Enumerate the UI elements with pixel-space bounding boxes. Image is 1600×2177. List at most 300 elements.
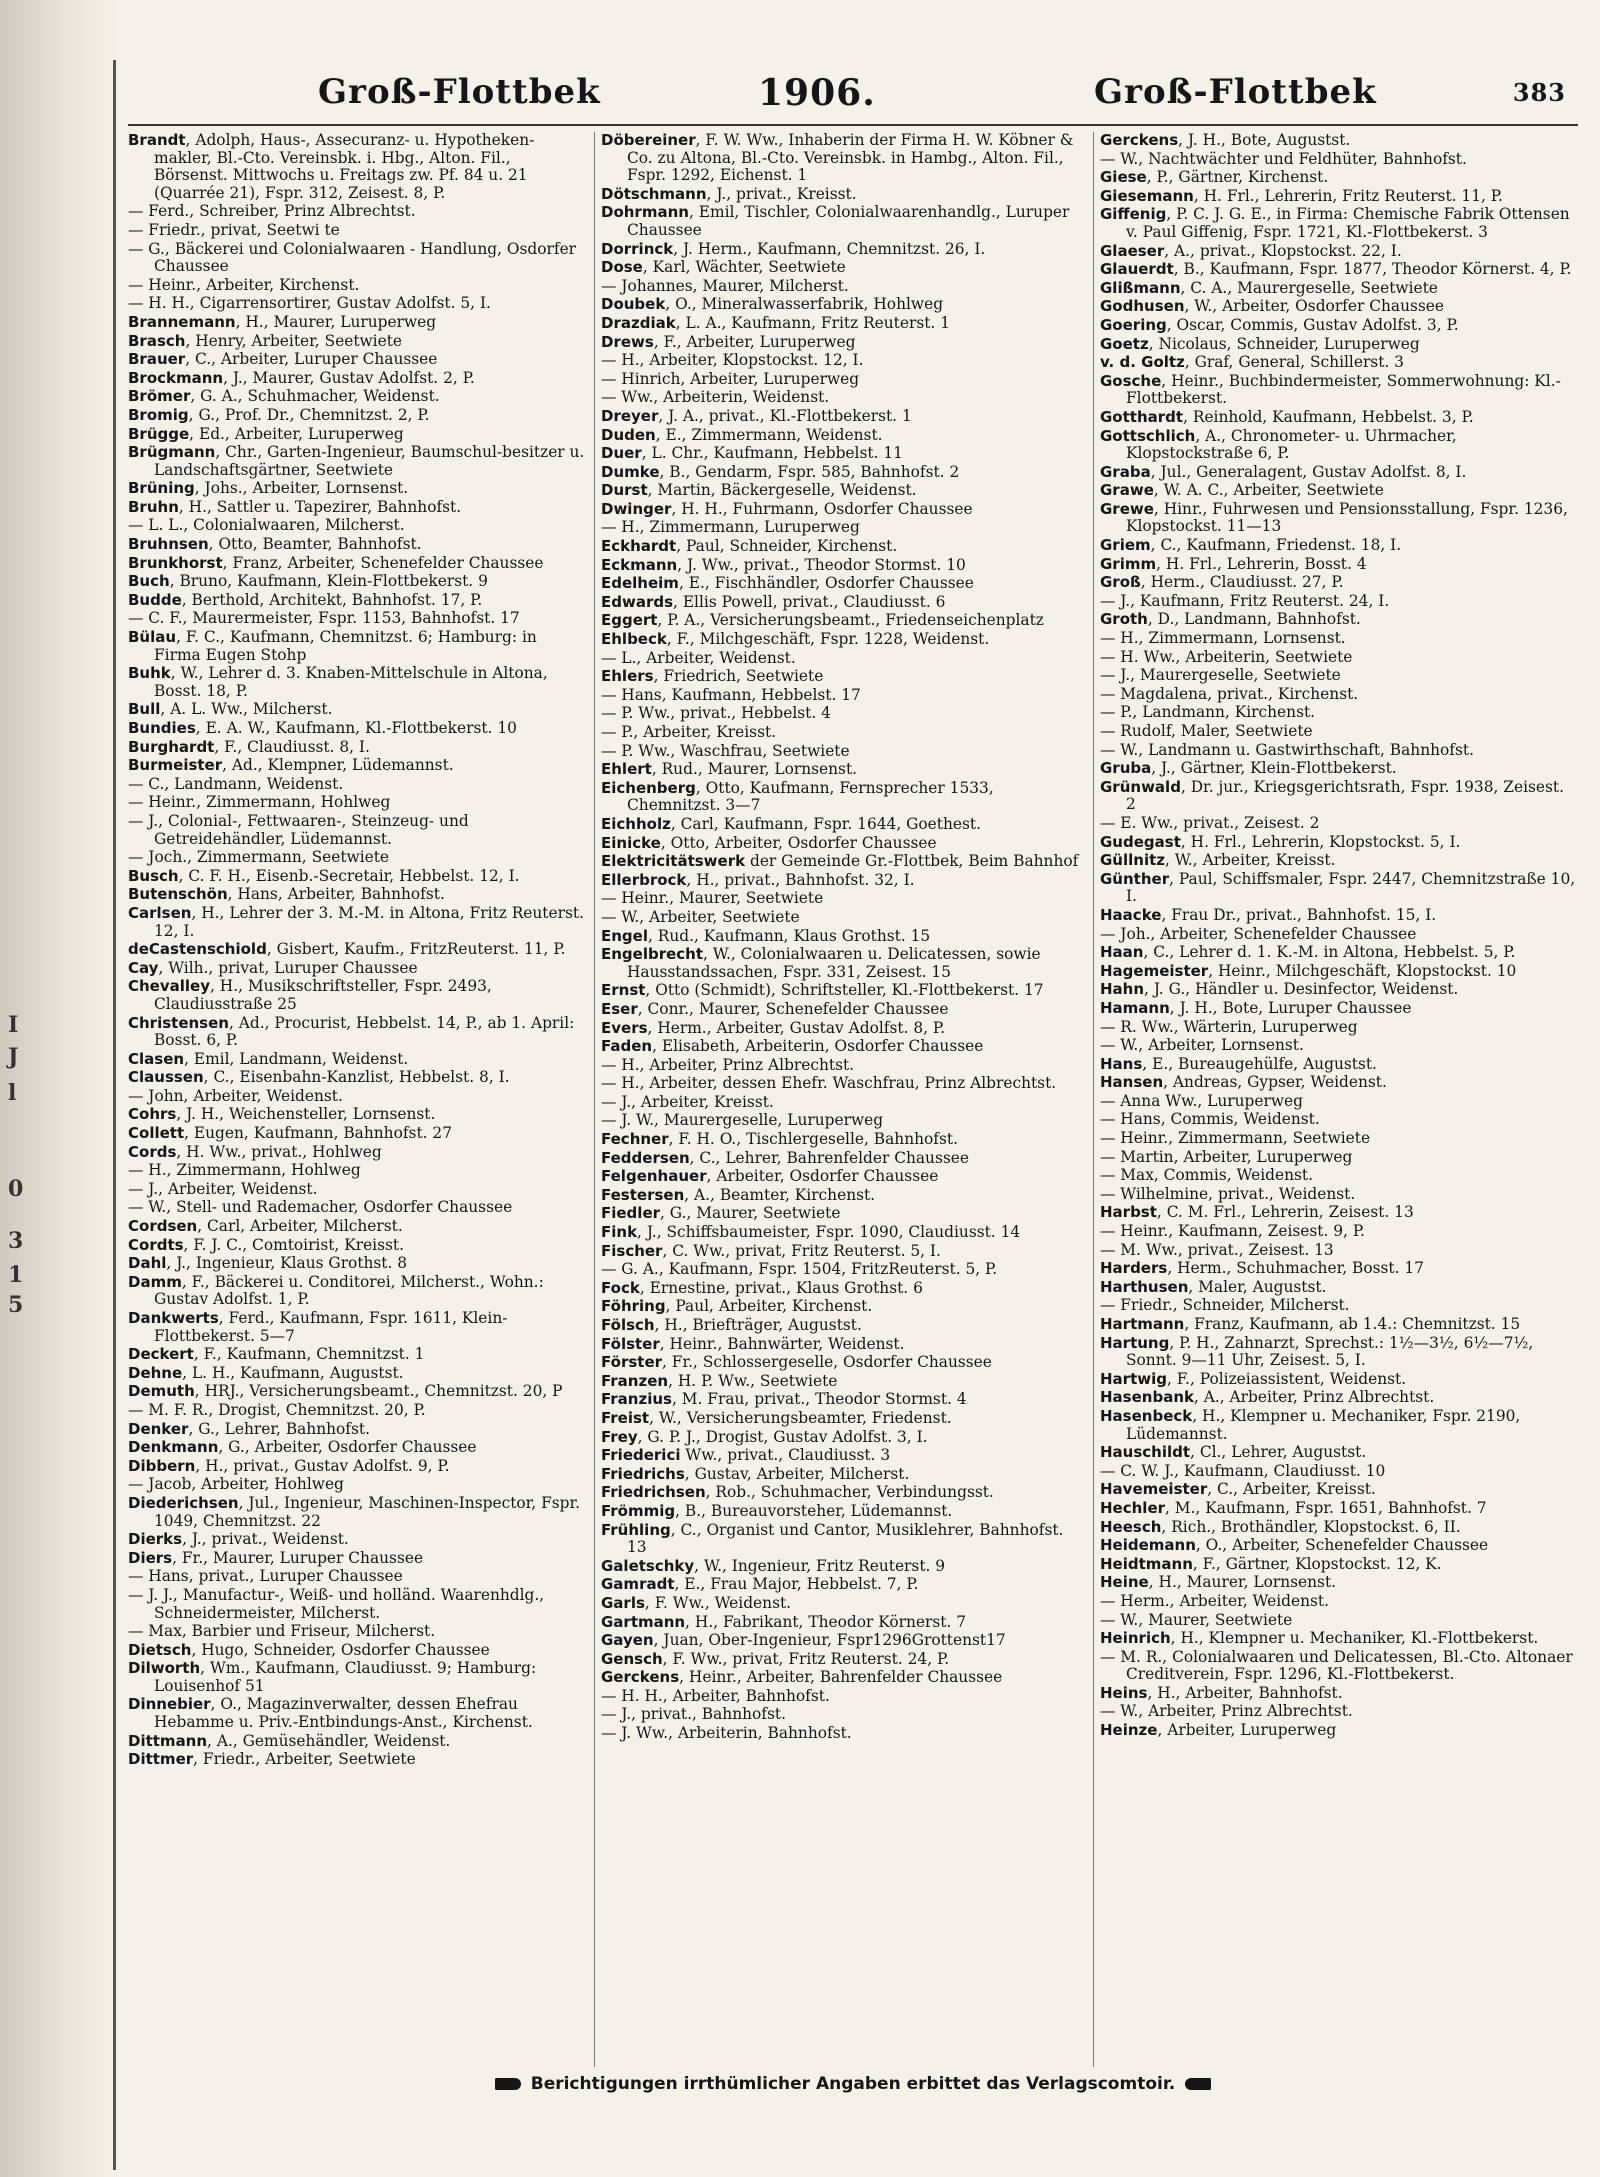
entry-details: , F., Arbeiter, Luruperweg	[653, 332, 856, 351]
entry-surname: Haan	[1100, 943, 1144, 962]
entry-surname: Brömer	[128, 387, 191, 406]
directory-entry	[601, 909, 1087, 927]
entry-details: , Hinr., Fuhrwesen und Pensionsstallung, Fspr. 1236, Klopstockst. 11—13	[1126, 499, 1568, 536]
directory-entry	[1100, 1612, 1578, 1630]
entry-details: — J., Arbeiter, Weidenst.	[128, 1179, 318, 1198]
entry-details: , F. C., Kaufmann, Chemnitzst. 6; Hamburg: in Firma Eugen Stohp	[154, 628, 537, 664]
entry-surname: Dohrmann	[601, 203, 689, 222]
entry-surname: Diers	[128, 1548, 173, 1567]
entry-details: — Martin, Arbeiter, Luruperweg	[1100, 1147, 1353, 1166]
entry-details: — Heinr., Kaufmann, Zeisest. 9, P.	[1100, 1222, 1365, 1241]
entry-details: , H. Ww., privat., Hohlweg	[176, 1142, 382, 1161]
directory-entry	[128, 1550, 588, 1568]
entry-details: , C., Kaufmann, Friedenst. 18, I.	[1150, 536, 1402, 555]
entry-details: , Bruno, Kaufmann, Klein-Flottbekerst. 9	[169, 572, 488, 591]
entry-details: — Wilhelmine, privat., Weidenst.	[1100, 1184, 1356, 1203]
entry-surname: Burghardt	[128, 737, 215, 756]
entry-details: , Otto, Kaufmann, Fernsprecher 1533, Chemnitzst. 3—7	[627, 778, 994, 815]
directory-entry	[128, 868, 588, 886]
entry-details: , J. H., Weichensteller, Lornsenst.	[176, 1105, 436, 1124]
directory-entry	[1100, 132, 1578, 150]
entry-details: , P. H., Zahnarzt, Sprechst.: 1½—3½, 6½—7½, Sonnt. 9—11 Uhr, Zeisest. 5, I.	[1126, 1333, 1534, 1370]
entry-surname: Bundies	[128, 719, 196, 737]
entry-surname: Godhusen	[1100, 297, 1185, 316]
directory-entry	[1100, 1019, 1578, 1037]
directory-entry	[601, 816, 1087, 834]
directory-entry	[1100, 1593, 1578, 1611]
entry-surname: Brannemann	[128, 312, 236, 331]
entry-surname: Dittmann	[128, 1731, 208, 1750]
directory-entry	[1100, 1223, 1578, 1241]
directory-entry	[601, 1595, 1087, 1613]
entry-details: , C., Arbeiter, Kreisst.	[1207, 1480, 1376, 1499]
directory-entry	[128, 1696, 588, 1731]
entry-details: , W., Ingenieur, Fritz Reuterst. 9	[694, 1556, 946, 1575]
entry-surname: Grimm	[1100, 554, 1157, 573]
entry-details: , F., Claudiusst. 8, I.	[214, 737, 370, 756]
entry-details: , Ferd., Kaufmann, Fspr. 1611, Klein-Flottbekerst. 5—7	[154, 1309, 508, 1345]
entry-surname: Brüning	[128, 479, 195, 498]
directory-entry	[128, 757, 588, 775]
entry-surname: Hagemeister	[1100, 961, 1209, 980]
entry-details: , Berthold, Architekt, Bahnhofst. 17, P.	[181, 590, 483, 609]
directory-entry	[1100, 1444, 1578, 1462]
directory-entry	[601, 780, 1087, 815]
entry-details: , E., Frau Major, Hebbelst. 7, P.	[674, 1575, 919, 1594]
entry-details: , F., Kaufmann, Chemnitzst. 1	[193, 1345, 425, 1364]
directory-entry	[1100, 649, 1578, 667]
directory-entry	[601, 1466, 1087, 1484]
entry-details: , A. L. Ww., Milcherst.	[160, 700, 333, 719]
entry-details: — J., Colonial-, Fettwaaren-, Steinzeug- und Getreidehändler, Lüdemannst.	[128, 811, 469, 848]
directory-entry	[1100, 1093, 1578, 1111]
entry-details: — Max, Commis, Weidenst.	[1100, 1166, 1313, 1185]
directory-entry	[1100, 667, 1578, 685]
entry-details: , H. H., Fuhrmann, Osdorfer Chaussee	[671, 499, 973, 518]
entry-details: , W., Arbeiter, Osdorfer Chaussee	[1184, 297, 1445, 316]
entry-details: , Andreas, Gypser, Weidenst.	[1163, 1073, 1387, 1092]
directory-entry	[128, 277, 588, 295]
entry-details: , B., Gendarm, Fspr. 585, Bahnhofst. 2	[659, 462, 960, 481]
column-1	[128, 132, 588, 2067]
entry-details: , G., Prof. Dr., Chemnitzst. 2, P.	[188, 405, 430, 424]
entry-details: — Hans, Kaufmann, Hebbelst. 17	[601, 685, 861, 704]
column-3	[1100, 132, 1578, 2067]
entry-surname: Franzen	[601, 1371, 669, 1390]
entry-surname: Edelheim	[601, 574, 679, 593]
entry-details: , Rich., Brothändler, Klopstockst. 6, II.	[1161, 1517, 1461, 1536]
entry-details: , A., Arbeiter, Prinz Albrechtst.	[1193, 1388, 1435, 1407]
entry-details: , Jul., Generalagent, Gustav Adolfst. 8, I.	[1150, 462, 1467, 481]
entry-surname: Ernst	[601, 981, 646, 1000]
entry-surname: Dwinger	[601, 499, 672, 518]
entry-surname: Giese	[1100, 168, 1147, 187]
entry-details: , A., Beamter, Kirchenst.	[684, 1185, 876, 1204]
entry-details: — Herm., Arbeiter, Weidenst.	[1100, 1591, 1329, 1610]
directory-entry	[601, 650, 1087, 668]
entry-details: , D., Landmann, Bahnhofst.	[1147, 610, 1361, 629]
entry-details: , P., Gärtner, Kirchenst.	[1146, 168, 1329, 187]
entry-details: , J., Schiffsbaumeister, Fspr. 1090, Claudiusst. 14	[637, 1223, 1021, 1242]
entry-details: , Juan, Ober-Ingenieur, Fspr1296Grottenst17	[653, 1631, 1006, 1650]
margin-mark: l	[8, 1080, 17, 1106]
directory-entry	[1100, 981, 1578, 999]
entry-surname: Brügge	[128, 424, 190, 443]
gutter-fold-line	[113, 60, 116, 2170]
entry-details: , Paul, Schiffsmaler, Fspr. 2447, Chemnitzstraße 10, I.	[1126, 869, 1576, 906]
directory-entry	[1100, 1242, 1578, 1260]
entry-details: , H. Frl., Lehrerin, Klopstockst. 5, I.	[1180, 832, 1461, 851]
entry-surname: Friedrichsen	[601, 1483, 706, 1502]
entry-surname: Garls	[601, 1593, 645, 1612]
directory-entry	[1100, 742, 1578, 760]
column-divider	[594, 132, 595, 2067]
directory-entry	[601, 946, 1087, 981]
entry-details: — Joch., Zimmermann, Seetwiete	[128, 848, 390, 867]
entry-details: — Johannes, Maurer, Milcherst.	[601, 276, 849, 295]
directory-columns	[128, 132, 1578, 2067]
entry-details: , J. A., privat., Kl.-Flottbekerst. 1	[658, 406, 912, 425]
entry-surname: Heine	[1100, 1573, 1149, 1592]
directory-entry	[128, 776, 588, 794]
directory-entry	[601, 1020, 1087, 1038]
entry-surname: Bromig	[128, 405, 189, 424]
directory-entry	[128, 444, 588, 479]
entry-surname: Günther	[1100, 869, 1170, 888]
entry-details: , Arbeiter, Luruperweg	[1157, 1721, 1337, 1740]
entry-details: , H., Klempner u. Mechaniker, Fspr. 2190, Lüdemannst.	[1126, 1406, 1521, 1443]
entry-details: , H. Frl., Lehrerin, Fritz Reuterst. 11, P.	[1193, 186, 1503, 205]
directory-entry	[1100, 852, 1578, 870]
directory-entry	[1100, 1703, 1578, 1721]
page-footer	[128, 2074, 1578, 2104]
directory-entry	[601, 1150, 1087, 1168]
entry-details: — H., Arbeiter, Klopstockst. 12, I.	[601, 351, 864, 370]
entry-surname: Dose	[601, 258, 643, 277]
directory-entry	[601, 296, 1087, 314]
directory-entry	[601, 315, 1087, 333]
entry-surname: Galetschky	[601, 1556, 695, 1575]
entry-surname: Graba	[1100, 462, 1151, 481]
entry-surname: Giesemann	[1100, 186, 1194, 205]
directory-entry	[601, 1075, 1087, 1093]
entry-details: , Conr., Maurer, Schenefelder Chaussee	[637, 999, 949, 1018]
entry-details: , F. W. Ww., Inhaberin der Firma H. W. Köbner & Co. zu Altona, Bl.-Cto. Vereinsbk. in Hambg., Alton. Fil., Fspr. 1292, Eichenst. 1	[627, 132, 1074, 185]
entry-surname: Glißmann	[1100, 278, 1181, 297]
directory-entry	[601, 668, 1087, 686]
entry-details: , H., Briefträger, Augustst.	[654, 1316, 862, 1334]
entry-surname: Güllnitz	[1100, 851, 1165, 870]
entry-surname: Eichholz	[601, 814, 671, 833]
entry-surname: Hansen	[1100, 1073, 1164, 1092]
directory-entry	[1100, 280, 1578, 298]
entry-details: , Henry, Arbeiter, Seetwiete	[185, 331, 403, 350]
entry-surname: Dankwerts	[128, 1309, 219, 1327]
entry-details: , H., Lehrer der 3. M.-M. in Altona, Fritz Reuterst. 12, I.	[154, 903, 584, 940]
entry-surname: Groß	[1100, 573, 1141, 592]
directory-entry	[128, 592, 588, 610]
directory-entry	[601, 1131, 1087, 1149]
directory-entry	[601, 1001, 1087, 1019]
entry-details: — Rudolf, Maler, Seetwiete	[1100, 722, 1313, 740]
entry-surname: Elektricitätswerk	[601, 852, 746, 871]
entry-details: , C. Ww., privat, Fritz Reuterst. 5, I.	[662, 1241, 941, 1260]
entry-details: , G., Lehrer, Bahnhofst.	[188, 1419, 370, 1438]
entry-surname: Glaeser	[1100, 241, 1165, 260]
directory-entry	[1100, 1056, 1578, 1074]
entry-details: , O., Magazinverwalter, dessen Ehefrau Hebamme u. Priv.-Entbindungs-Anst., Kirchenst.	[154, 1695, 533, 1732]
entry-details: , C. M. Frl., Lehrerin, Zeisest. 13	[1156, 1203, 1414, 1222]
entry-surname: Duer	[601, 444, 642, 463]
entry-details: , J., Ingenieur, Klaus Grothst. 8	[166, 1254, 408, 1273]
directory-entry	[1100, 574, 1578, 592]
entry-details: , O., Mineralwasserfabrik, Hohlweg	[665, 295, 944, 314]
entry-surname: Grawe	[1100, 481, 1154, 500]
directory-entry	[601, 928, 1087, 946]
directory-entry	[601, 1298, 1087, 1316]
directory-entry	[601, 1057, 1087, 1075]
entry-details: , J. H., Bote, Augustst.	[1178, 132, 1351, 149]
directory-entry	[128, 388, 588, 406]
entry-details: , Carl, Arbeiter, Milcherst.	[197, 1217, 403, 1236]
directory-entry	[128, 665, 588, 700]
entry-details: — Heinr., Zimmermann, Seetwiete	[1100, 1129, 1371, 1148]
directory-entry	[601, 1706, 1087, 1724]
entry-details: — W., Maurer, Seetwiete	[1100, 1610, 1293, 1629]
entry-surname: Hartwig	[1100, 1369, 1167, 1388]
entry-details: , Oscar, Commis, Gustav Adolfst. 3, P.	[1166, 315, 1459, 334]
entry-surname: Doubek	[601, 295, 666, 314]
directory-entry	[128, 905, 588, 940]
entry-surname: Fiedler	[601, 1204, 661, 1223]
column-2	[601, 132, 1087, 2067]
entry-surname: Havemeister	[1100, 1480, 1208, 1499]
directory-entry	[128, 1255, 588, 1273]
entry-details: , Franz, Kaufmann, ab 1.4.: Chemnitzst. 15	[1184, 1315, 1521, 1333]
directory-entry	[128, 1069, 588, 1087]
entry-details: , Otto, Arbeiter, Osdorfer Chaussee	[660, 833, 937, 852]
directory-entry	[601, 743, 1087, 761]
entry-surname: Bruhn	[128, 497, 179, 516]
entry-details: — H., Zimmermann, Hohlweg	[128, 1161, 361, 1180]
directory-entry	[1100, 1037, 1578, 1055]
directory-entry	[601, 835, 1087, 853]
directory-entry	[601, 575, 1087, 593]
directory-entry	[601, 1168, 1087, 1186]
entry-details: — M. Ww., privat., Zeisest. 13	[1100, 1240, 1334, 1259]
directory-entry	[128, 222, 588, 240]
entry-surname: Frühling	[601, 1520, 671, 1539]
directory-entry	[1100, 482, 1578, 500]
entry-details: , J., privat., Weidenst.	[182, 1530, 349, 1549]
directory-entry	[1100, 298, 1578, 316]
entry-surname: Fink	[601, 1223, 638, 1242]
entry-details: , C., Lehrer, Bahrenfelder Chaussee	[689, 1148, 969, 1167]
directory-entry	[128, 295, 588, 313]
entry-details: , Frau Dr., privat., Bahnhofst. 15, I.	[1161, 905, 1437, 924]
entry-details: — L., Arbeiter, Weidenst.	[601, 648, 796, 667]
entry-details: , O., Arbeiter, Schenefelder Chaussee	[1195, 1536, 1489, 1555]
entry-details: , Paul, Arbeiter, Kirchenst.	[665, 1297, 873, 1316]
directory-entry	[1100, 1111, 1578, 1129]
directory-entry	[128, 573, 588, 591]
directory-entry	[1100, 501, 1578, 536]
directory-entry	[601, 705, 1087, 723]
entry-details: — L. L., Colonialwaaren, Milcherst.	[128, 516, 405, 535]
directory-entry	[128, 1051, 588, 1069]
directory-entry	[601, 186, 1087, 204]
entry-surname: Friederici	[601, 1446, 681, 1465]
entry-details: , Heinr., Bahnwärter, Weidenst.	[659, 1334, 905, 1353]
entry-surname: Cords	[128, 1142, 177, 1161]
entry-surname: Hahn	[1100, 980, 1145, 999]
directory-entry	[1100, 317, 1578, 335]
directory-entry	[128, 1531, 588, 1549]
directory-entry	[601, 259, 1087, 277]
entry-details: der Gemeinde Gr.-Flottbek, Beim Bahnhof	[745, 852, 1079, 871]
directory-entry	[128, 314, 588, 332]
entry-details: , H., Maurer, Lornsenst.	[1148, 1573, 1337, 1592]
entry-surname: Buch	[128, 572, 170, 591]
directory-entry	[128, 1751, 588, 1769]
directory-entry	[128, 517, 588, 535]
entry-surname: Denkmann	[128, 1438, 219, 1457]
entry-details: , F., Bäckerei u. Conditorei, Milcherst., Wohn.: Gustav Adolfst. 1, P.	[154, 1272, 544, 1309]
entry-surname: Heidemann	[1100, 1536, 1196, 1555]
entry-surname: Brasch	[128, 331, 186, 350]
entry-details: — C., Landmann, Weidenst.	[128, 774, 344, 793]
entry-details: , E., Fischhändler, Osdorfer Chaussee	[678, 574, 974, 593]
entry-surname: Cay	[128, 958, 159, 977]
directory-entry	[128, 960, 588, 978]
directory-entry	[128, 351, 588, 369]
entry-details: — J., Maurergeselle, Seetwiete	[1100, 666, 1341, 685]
entry-details: , A., Chronometer- u. Uhrmacher, Klopstockstraße 6, P.	[1126, 426, 1457, 463]
directory-entry	[128, 1568, 588, 1586]
entry-details: — Jacob, Arbeiter, Hohlweg	[128, 1475, 344, 1494]
entry-surname: Heesch	[1100, 1517, 1162, 1536]
directory-entry	[1100, 1408, 1578, 1443]
directory-entry	[601, 1187, 1087, 1205]
entry-surname: Demuth	[128, 1382, 195, 1401]
entry-surname: Hauschildt	[1100, 1443, 1191, 1462]
entry-details: — Anna Ww., Luruperweg	[1100, 1091, 1303, 1110]
entry-details: — Max, Barbier und Friseur, Milcherst.	[128, 1622, 436, 1641]
entry-details: , M., Kaufmann, Fspr. 1651, Bahnhofst. 7	[1165, 1498, 1487, 1517]
entry-details: — W., Stell- und Rademacher, Osdorfer Chaussee	[128, 1198, 513, 1217]
entry-details: — C. F., Maurermeister, Fspr. 1153, Bahnhofst. 17	[128, 609, 520, 628]
entry-details: — John, Arbeiter, Weidenst.	[128, 1086, 343, 1105]
entry-details: , P. A., Versicherungsbeamt., Friedenseichenplatz	[657, 611, 1044, 630]
entry-surname: Dreyer	[601, 406, 659, 425]
entry-details: — Friedr., Schneider, Milcherst.	[1100, 1296, 1350, 1315]
entry-surname: Harders	[1100, 1259, 1168, 1278]
entry-details: , Otto, Beamter, Bahnhofst.	[208, 535, 422, 554]
entry-details: , HRJ., Versicherungsbeamt., Chemnitzst. 20, P	[194, 1382, 563, 1401]
directory-entry	[601, 1205, 1087, 1223]
entry-details: , E. A. W., Kaufmann, Kl.-Flottbekerst. 10	[195, 719, 517, 737]
entry-details: — E. Ww., privat., Zeisest. 2	[1100, 813, 1320, 832]
directory-entry	[1100, 1260, 1578, 1278]
directory-entry	[601, 1725, 1087, 1743]
directory-entry	[128, 941, 588, 959]
directory-entry	[128, 629, 588, 664]
entry-surname: Dumke	[601, 462, 660, 481]
entry-surname: Ehlbeck	[601, 630, 667, 649]
entry-details: , Arbeiter, Osdorfer Chaussee	[706, 1167, 939, 1186]
directory-entry	[601, 519, 1087, 537]
directory-entry	[1100, 409, 1578, 427]
directory-entry	[128, 426, 588, 444]
entry-surname: Hasenbeck	[1100, 1406, 1193, 1425]
directory-entry	[128, 1199, 588, 1217]
directory-entry	[1100, 1186, 1578, 1204]
directory-entry	[128, 499, 588, 517]
directory-entry	[128, 536, 588, 554]
entry-details: , Ad., Klempner, Lüdemannst.	[222, 756, 454, 775]
directory-entry	[1100, 336, 1578, 354]
entry-surname: Dittmer	[128, 1750, 194, 1769]
entry-surname: Bull	[128, 700, 161, 719]
entry-details: , C. F. H., Eisenb.-Secretair, Hebbelst. 12, I.	[178, 866, 520, 885]
directory-entry	[601, 1373, 1087, 1391]
directory-entry	[128, 1237, 588, 1255]
entry-surname: Hechler	[1100, 1498, 1166, 1517]
directory-entry	[1100, 428, 1578, 463]
directory-entry	[1100, 907, 1578, 925]
entry-details: , Friedr., Arbeiter, Seetwiete	[193, 1750, 416, 1769]
entry-details: , W. A. C., Arbeiter, Seetwiete	[1153, 481, 1384, 500]
directory-entry	[128, 555, 588, 573]
entry-surname: Cordsen	[128, 1217, 198, 1236]
directory-entry	[601, 1336, 1087, 1354]
directory-entry	[1100, 704, 1578, 722]
directory-entry	[128, 701, 588, 719]
directory-entry	[601, 1410, 1087, 1428]
entry-details: , F. Ww., privat, Fritz Reuterst. 24, P.	[662, 1649, 950, 1668]
entry-surname: Dötschmann	[601, 184, 707, 203]
directory-entry	[128, 1733, 588, 1751]
directory-entry	[128, 849, 588, 867]
entry-details: , J. H., Bote, Luruper Chaussee	[1169, 998, 1412, 1017]
entry-details: — H., Arbeiter, Prinz Albrechtst.	[601, 1055, 855, 1074]
entry-details: , H., privat., Gustav Adolfst. 9, P.	[195, 1456, 450, 1475]
directory-entry	[1100, 261, 1578, 279]
entry-details: , W., Versicherungsbeamter, Friedenst.	[649, 1408, 952, 1427]
entry-details: , J., Gärtner, Klein-Flottbekerst.	[1151, 759, 1397, 778]
directory-entry	[128, 241, 588, 276]
directory-entry	[1100, 871, 1578, 906]
entry-surname: Gerckens	[601, 1668, 680, 1687]
entry-details: — J., Kaufmann, Fritz Reuterst. 24, I.	[1100, 591, 1390, 610]
directory-entry	[1100, 169, 1578, 187]
entry-surname: Dietsch	[128, 1640, 192, 1659]
entry-details: — W., Nachtwächter und Feldhüter, Bahnhofst.	[1100, 149, 1467, 168]
directory-entry	[1100, 1649, 1578, 1684]
directory-entry	[1100, 1167, 1578, 1185]
directory-entry	[1100, 1389, 1578, 1407]
entry-surname: Fölster	[601, 1334, 660, 1353]
margin-mark: 5	[8, 1292, 24, 1318]
directory-entry	[1100, 354, 1578, 372]
entry-details: , Ed., Arbeiter, Luruperweg	[189, 424, 404, 443]
directory-entry	[601, 1558, 1087, 1576]
directory-entry	[128, 1660, 588, 1695]
entry-details: — Friedr., privat, Seetwi te	[128, 220, 340, 239]
entry-surname: Diederichsen	[128, 1493, 239, 1512]
entry-surname: Engel	[601, 926, 648, 945]
entry-surname: Dierks	[128, 1530, 183, 1549]
